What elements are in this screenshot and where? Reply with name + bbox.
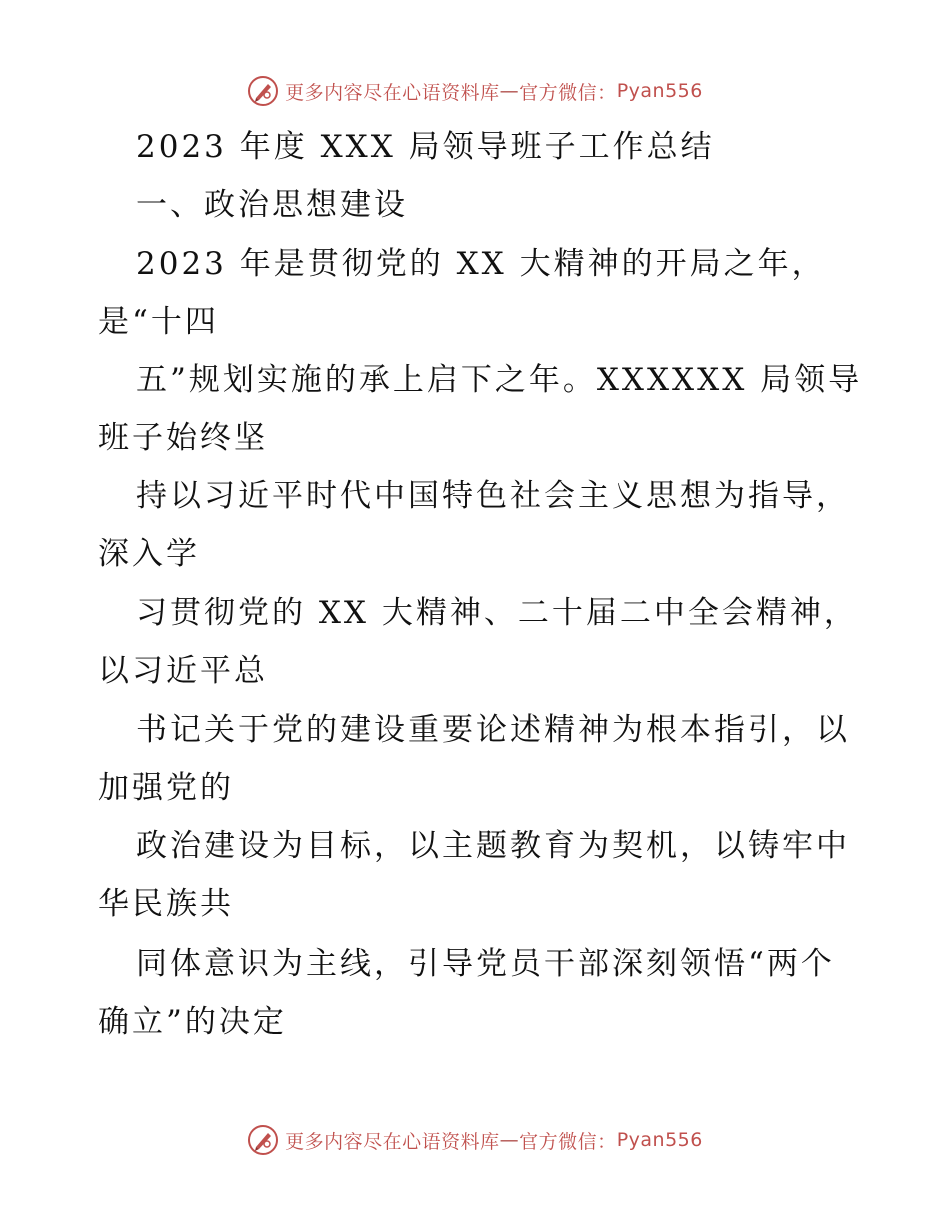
watermark-text: 更多内容尽在心语资料库 — [285, 1130, 500, 1153]
paragraph-line: 五”规划实施的承上启下之年。XXXXXX 局领导 — [136, 362, 863, 398]
watermark-dash: — — [499, 1129, 520, 1151]
paragraph-line: 是“十四 — [98, 304, 219, 340]
paragraph-line: 同体意识为主线，引导党员干部深刻领悟“两个 — [136, 946, 835, 982]
header-watermark — [0, 71, 950, 111]
paragraph-line: 习贯彻党的 XX 大精神、二十届二中全会精神， — [136, 595, 858, 631]
pen-logo-icon — [247, 75, 279, 107]
paragraph-line: 深入学 — [98, 536, 200, 572]
document-title: 2023 年度 XXX 局领导班子工作总结 — [136, 129, 715, 165]
paragraph-line: 书记关于党的建设重要论述精神为根本指引，以 — [136, 712, 850, 748]
watermark-id: Pyan556 — [616, 1129, 703, 1151]
watermark-label: 官方微信： — [519, 81, 617, 104]
section-heading: 一、政治思想建设 — [136, 187, 408, 223]
watermark-id: Pyan556 — [616, 80, 703, 102]
paragraph-line: 确立”的决定 — [98, 1004, 287, 1040]
paragraph-line: 2023 年是贯彻党的 XX 大精神的开局之年， — [136, 246, 826, 282]
paragraph-line: 以习近平总 — [98, 653, 268, 689]
paragraph-line: 持以习近平时代中国特色社会主义思想为指导， — [136, 478, 850, 514]
watermark-dash: — — [499, 80, 520, 102]
watermark-text: 更多内容尽在心语资料库 — [285, 81, 500, 104]
paragraph-line: 华民族共 — [98, 886, 234, 922]
paragraph-line: 加强党的 — [98, 770, 234, 806]
watermark-label: 官方微信： — [519, 1130, 617, 1153]
paragraph-line: 政治建设为目标，以主题教育为契机，以铸牢中 — [136, 828, 850, 864]
paragraph-line: 班子始终坚 — [98, 420, 268, 456]
footer-watermark — [0, 1120, 950, 1160]
pen-logo-icon — [247, 1124, 279, 1156]
